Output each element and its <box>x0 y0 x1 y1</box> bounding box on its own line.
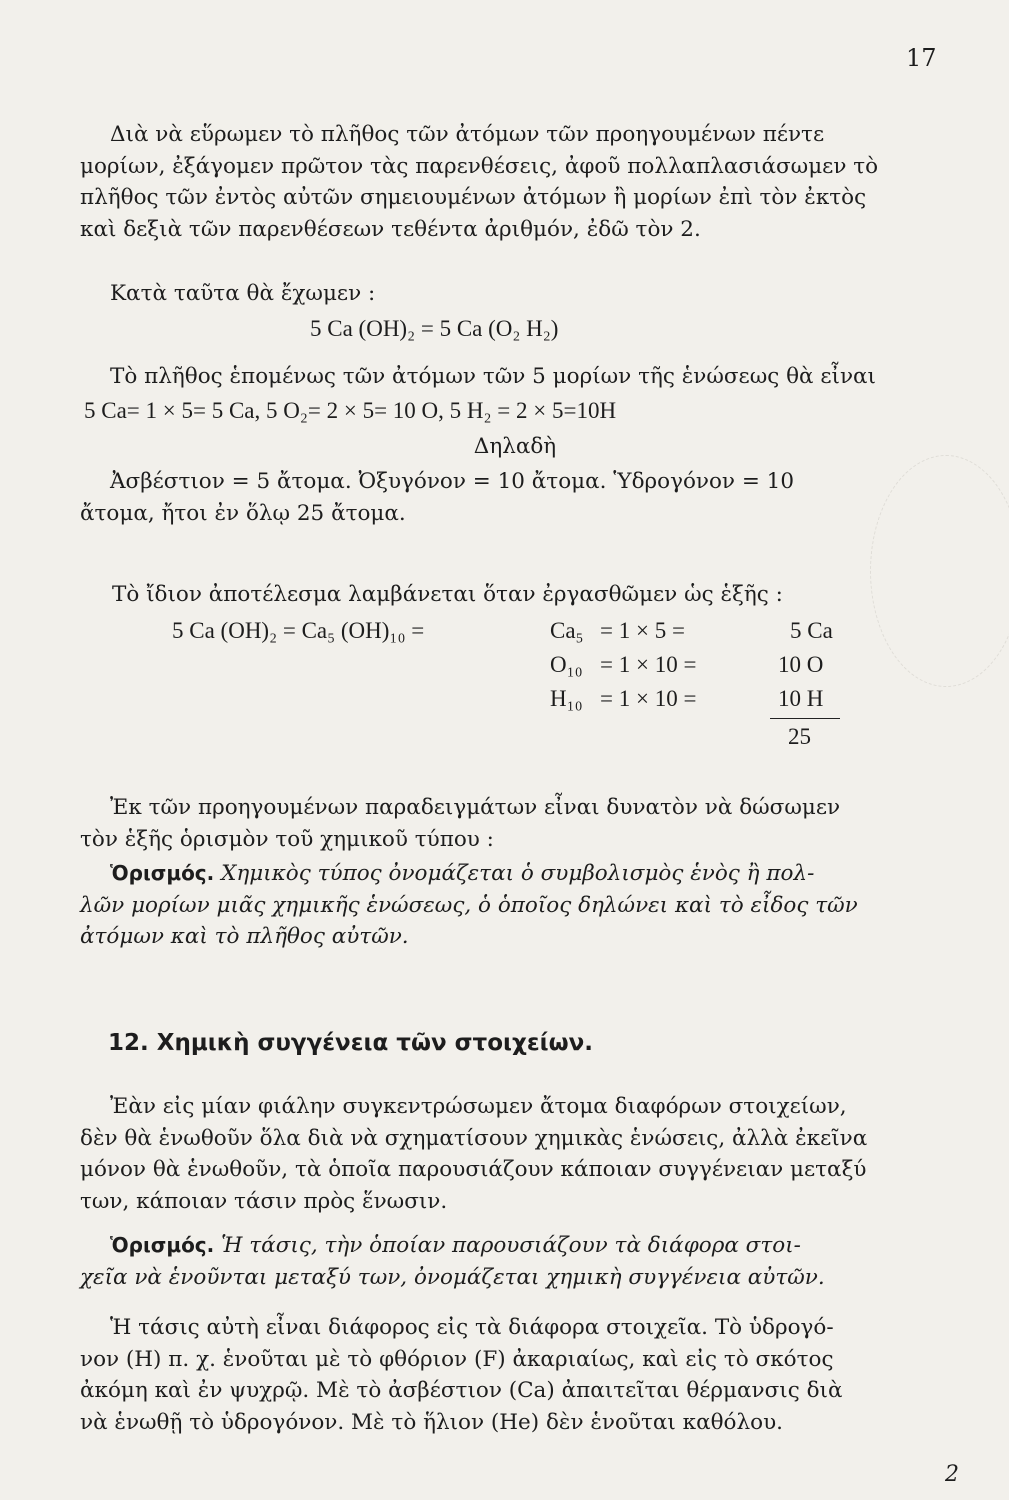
calc-row-ca-symbol: Ca₅ <box>550 618 584 643</box>
plithos-line: Τὸ πλῆθος ἑπομένως τῶν ἀτόμων τῶν 5 μορίων τῆς ἑνώσεως θὰ εἶναι <box>110 364 876 389</box>
signature-number: 2 <box>945 1462 959 1487</box>
affinity-line-4: των, κάποιαν τάσιν πρὸς ἕνωσιν. <box>80 1188 448 1214</box>
sum-rule <box>770 718 840 719</box>
affinity-line-1: Ἐὰν εἰς μίαν φιάλην συγκεντρώσωμεν ἄτομα διαφόρων στοιχείων, <box>110 1094 847 1119</box>
idion-line: Τὸ ἴδιον ἀποτέλεσμα λαμβάνεται ὅταν ἐργασθῶμεν ὡς ἑξῆς : <box>112 582 783 607</box>
calc-row-o-symbol: O₁₀ <box>550 652 583 677</box>
atoms-line-1: Ἀσβέστιον = 5 ἄτομα. Ὀξυγόνον = 10 ἄτομα. Ὑδρογόνον = 10 <box>110 469 795 494</box>
calc-row-ca-result: 5 Ca <box>790 618 833 643</box>
examples-line-1: Ἡ τάσις αὐτὴ εἶναι διάφορος εἰς τὰ διάφορα στοιχεῖα. Τὸ ὑδρογό- <box>110 1315 834 1340</box>
definition-2-label: Ὁρισμός. <box>110 1233 215 1257</box>
atoms-line-2: ἄτομα, ἤτοι ἐν ὅλῳ 25 ἄτομα. <box>80 500 406 526</box>
section-heading: 12. Χημικὴ συγγένεια τῶν στοιχείων. <box>108 1030 593 1056</box>
examples-line-4: νὰ ἑνωθῇ τὸ ὑδρογόνον. Μὲ τὸ ἥλιον (He) δὲν ἑνοῦται καθόλου. <box>80 1409 783 1435</box>
intro-line-2: μορίων, ἐξάγομεν πρῶτον τὰς παρενθέσεις, ἀφοῦ πολλαπλασιάσωμεν τὸ <box>80 153 879 179</box>
definition-1-label: Ὁρισμός. <box>110 861 215 885</box>
definition-2 <box>80 1230 950 1293</box>
calc-row-h-symbol: H₁₀ <box>550 686 583 711</box>
intro-line-4: καὶ δεξιὰ τῶν παρενθέσεων τεθέντα ἀριθμόν, ἐδῶ τὸν 2. <box>80 216 701 242</box>
equation-2: 5 Ca= 1 × 5= 5 Ca, 5 O₂= 2 × 5= 10 O, 5 H₂ = 2 × 5=10H <box>84 398 617 423</box>
examples-line-2: νον (H) π. χ. ἑνοῦται μὲ τὸ φθόριον (F) ἀκαριαίως, καὶ εἰς τὸ σκότος <box>80 1346 834 1372</box>
examples-line-3: ἀκόμη καὶ ἐν ψυχρῷ. Μὲ τὸ ἀσβέστιον (Ca) ἀπαιτεῖται θέρμανσις διὰ <box>80 1378 843 1404</box>
examples-paragraph <box>80 1312 950 1438</box>
calc-row-o-result: 10 O <box>778 652 824 677</box>
sum-total: 25 <box>788 724 811 749</box>
equation-1: 5 Ca (OH)₂ = 5 Ca (O₂ H₂) <box>310 316 559 341</box>
intro-paragraph <box>80 119 950 245</box>
diladi-label: Δηλαδὴ <box>473 434 557 459</box>
definition-1-line-3: ἀτόμων καὶ τὸ πλῆθος αὐτῶν. <box>80 924 409 950</box>
intro-line-3: πλῆθος τῶν ἐντὸς αὐτῶν σημειουμένων ἀτόμων ἢ μορίων ἐπὶ τὸν ἐκτὸς <box>80 185 867 211</box>
affinity-line-2: δὲν θὰ ἑνωθοῦν ὅλα διὰ νὰ σχηματίσουν χημικὰς ἑνώσεις, ἀλλὰ ἐκεῖνα <box>80 1125 868 1151</box>
affinity-line-3: μόνον θὰ ἑνωθοῦν, τὰ ὁποῖα παρουσιάζουν κάποιαν συγγένειαν μεταξύ <box>80 1157 867 1183</box>
calc-row-o-expr: = 1 × 10 = <box>600 652 697 677</box>
kata-tauta-line: Κατὰ ταῦτα θὰ ἔχωμεν : <box>110 281 376 306</box>
affinity-paragraph <box>80 1091 950 1217</box>
definition-intro-line-1: Ἐκ τῶν προηγουμένων παραδειγμάτων εἶναι δυνατὸν νὰ δώσωμεν <box>110 795 841 820</box>
page-number: 17 <box>906 44 937 72</box>
calc-row-ca-expr: = 1 × 5 = <box>600 618 685 643</box>
definition-1 <box>80 858 950 953</box>
calc-row-h-expr: = 1 × 10 = <box>600 686 697 711</box>
definition-intro-paragraph <box>80 792 950 855</box>
atoms-paragraph <box>80 466 950 529</box>
definition-1-line-2: λῶν μορίων μιᾶς χημικῆς ἑνώσεως, ὁ ὁποῖος δηλώνει καὶ τὸ εἶδος τῶν <box>80 892 858 918</box>
definition-intro-line-2: τὸν ἑξῆς ὁρισμὸν τοῦ χημικοῦ τύπου : <box>80 826 494 852</box>
definition-2-line-1: Ἡ τάσις, τὴν ὁποίαν παρουσιάζουν τὰ διάφορα στοι- <box>221 1233 801 1258</box>
equation-3-left: 5 Ca (OH)₂ = Ca₅ (OH)₁₀ = <box>172 618 425 643</box>
definition-2-line-2: χεῖα νὰ ἑνοῦνται μεταξύ των, ὀνομάζεται χημικὴ συγγένεια αὐτῶν. <box>80 1264 825 1290</box>
definition-1-line-1: Χημικὸς τύπος ὀνομάζεται ὁ συμβολισμὸς ἑνὸς ἢ πολ- <box>221 861 815 886</box>
intro-line-1: Διὰ νὰ εὕρωμεν τὸ πλῆθος τῶν ἀτόμων τῶν προηγουμένων πέντε <box>110 122 825 147</box>
calc-row-h-result: 10 H <box>778 686 824 711</box>
